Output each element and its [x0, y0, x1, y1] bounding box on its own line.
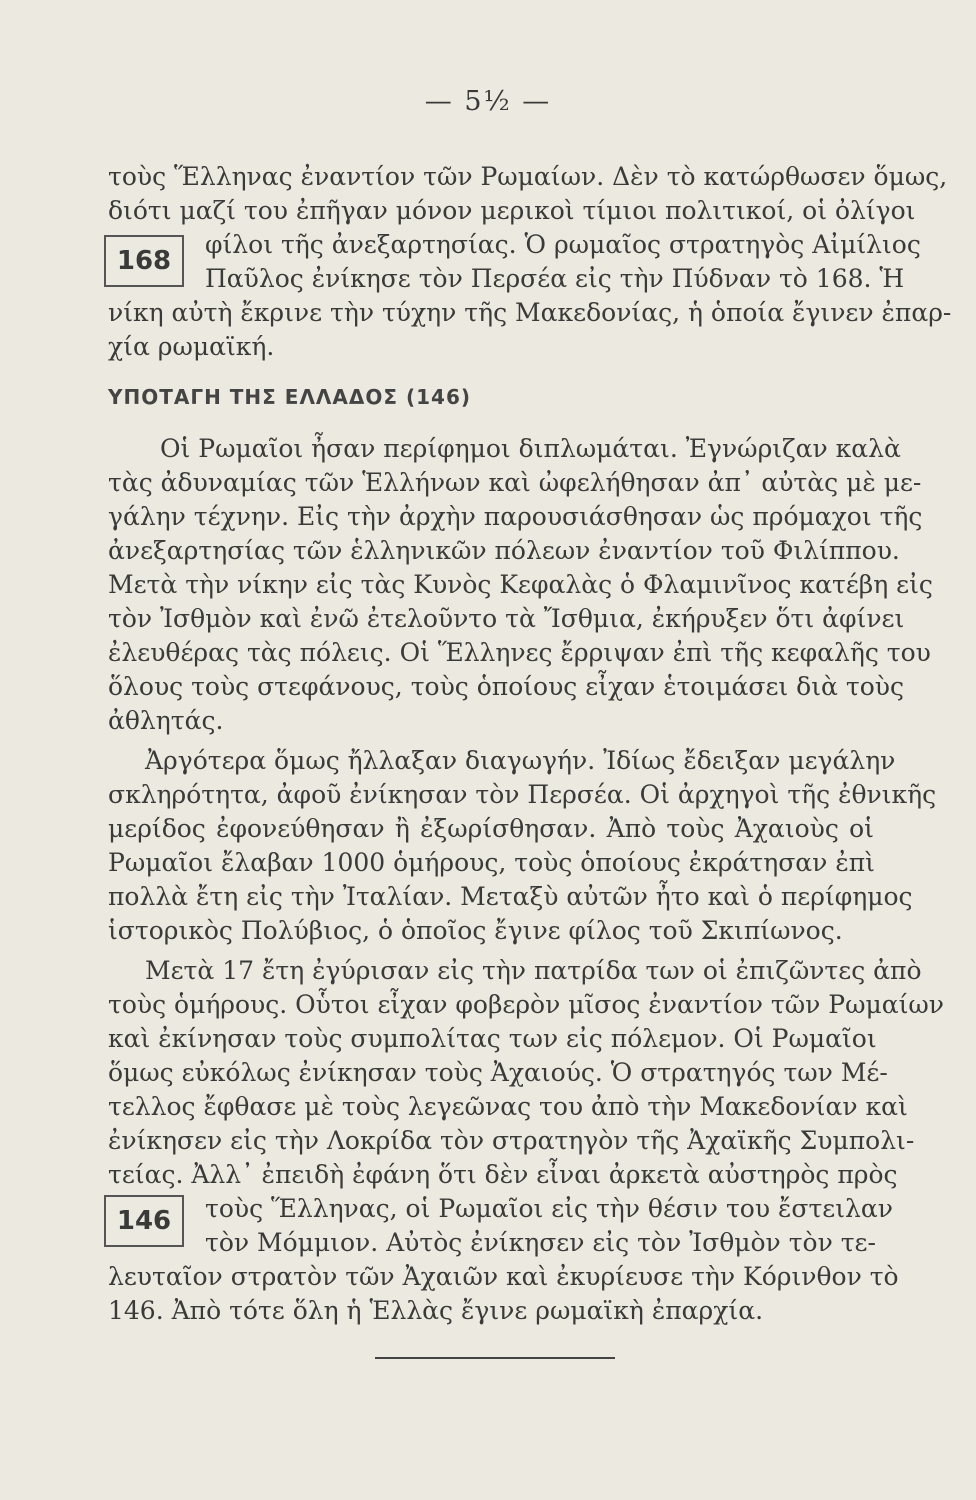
text-line: τὰς ἀδυναμίας τῶν Ἑλλήνων καὶ ὠφελήθησαν ἀπ᾿ αὐτὰς μὲ με-	[108, 468, 922, 497]
text-line: Ἀργότερα ὅμως ἤλλαξαν διαγωγήν. Ἰδίως ἔδειξαν μεγάλην	[145, 746, 896, 775]
text-line: τοὺς Ἕλληνας ἐναντίον τῶν Ρωμαίων. Δὲν τὸ κατώρθωσεν ὅμως,	[108, 162, 948, 191]
text-line: ἀθλητάς.	[108, 706, 224, 735]
text-line: Παῦλος ἐνίκησε τὸν Περσέα εἰς τὴν Πύδναν τὸ 168. Ἡ	[205, 264, 905, 293]
text-line: τελλος ἔφθασε μὲ τοὺς λεγεῶνας του ἀπὸ τὴν Μακεδονίαν καὶ	[108, 1092, 908, 1121]
text-line: τοὺς Ἕλληνας, οἱ Ρωμαῖοι εἰς τὴν θέσιν του ἔστειλαν	[205, 1194, 893, 1223]
text-line: σκληρότητα, ἀφοῦ ἐνίκησαν τὸν Περσέα. Οἱ ἀρχηγοὶ τῆς ἐθνικῆς	[108, 780, 937, 809]
text-line: πολλὰ ἔτη εἰς τὴν Ἰταλίαν. Μεταξὺ αὐτῶν ἦτο καὶ ὁ περίφημος	[108, 882, 913, 911]
text-line: φίλοι τῆς ἀνεξαρτησίας. Ὁ ρωμαῖος στρατηγὸς Αἰμίλιος	[205, 230, 921, 259]
text-line: τὸν Ἰσθμὸν καὶ ἐνῶ ἐτελοῦντο τὰ Ἴσθμια, ἐκήρυξεν ὅτι ἀφίνει	[108, 604, 905, 633]
text-line: ἀνεξαρτησίας τῶν ἑλληνικῶν πόλεων ἐναντίον τοῦ Φιλίππου.	[108, 536, 900, 565]
section-heading: ΥΠΟΤΑΓΗ ΤΗΣ ΕΛΛΑΔΟΣ (146)	[108, 385, 472, 409]
text-line: διότι μαζί του ἐπῆγαν μόνον μερικοὶ τίμιοι πολιτικοί, οἱ ὀλίγοι	[108, 196, 916, 225]
text-line: λευταῖον στρατὸν τῶν Ἀχαιῶν καὶ ἐκυρίευσε τὴν Κόρινθον τὸ	[108, 1262, 899, 1291]
text-line: ἐνίκησεν εἰς τὴν Λοκρίδα τὸν στρατηγὸν τῆς Ἀχαϊκῆς Συμπολι-	[108, 1126, 915, 1155]
text-line: τὸν Μόμμιον. Αὐτὸς ἐνίκησεν εἰς τὸν Ἰσθμὸν τὸν τε-	[205, 1228, 876, 1257]
text-line: νίκη αὐτὴ ἔκρινε τὴν τύχην τῆς Μακεδονίας, ἡ ὁποία ἔγινεν ἐπαρ-	[108, 298, 952, 327]
text-line: καὶ ἐκίνησαν τοὺς συμπολίτας των εἰς πόλεμον. Οἱ Ρωμαῖοι	[108, 1024, 877, 1053]
text-line: χία ρωμαϊκή.	[108, 332, 275, 361]
text-line: Μετὰ 17 ἔτη ἐγύρισαν εἰς τὴν πατρίδα των οἱ ἐπιζῶντες ἀπὸ	[145, 956, 922, 985]
text-line: τείας. Ἀλλ᾿ ἐπειδὴ ἐφάνη ὅτι δὲν εἶναι ἀρκετὰ αὐστηρὸς πρὸς	[108, 1160, 898, 1189]
text-line: Ρωμαῖοι ἔλαβαν 1000 ὁμήρους, τοὺς ὁποίους ἐκράτησαν ἐπὶ	[108, 848, 875, 877]
marginal-note-168: 168	[104, 235, 184, 287]
text-line: ὅλους τοὺς στεφάνους, τοὺς ὁποίους εἶχαν ἑτοιμάσει διὰ τοὺς	[108, 672, 904, 701]
text-line: ὅμως εὐκόλως ἐνίκησαν τοὺς Ἀχαιούς. Ὁ στρατηγός των Μέ-	[108, 1058, 888, 1087]
page-number: — 5½ —	[424, 86, 552, 117]
text-line: ἱστορικὸς Πολύβιος, ὁ ὁποῖος ἔγινε φίλος τοῦ Σκιπίωνος.	[108, 916, 843, 945]
text-line: τοὺς ὁμήρους. Οὗτοι εἶχαν φοβερὸν μῖσος ἐναντίον τῶν Ρωμαίων	[108, 990, 944, 1019]
text-line: γάλην τέχνην. Εἰς τὴν ἀρχὴν παρουσιάσθησαν ὡς πρόμαχοι τῆς	[108, 502, 923, 531]
end-rule	[375, 1357, 615, 1359]
text-line: 146. Ἀπὸ τότε ὅλη ἡ Ἑλλὰς ἔγινε ρωμαϊκὴ ἐπαρχία.	[108, 1296, 764, 1325]
text-line: Μετὰ τὴν νίκην εἰς τὰς Κυνὸς Κεφαλὰς ὁ Φλαμινῖνος κατέβη εἰς	[108, 570, 933, 599]
text-line: Οἱ Ρωμαῖοι ἦσαν περίφημοι διπλωμάται. Ἐγνώριζαν καλὰ	[160, 434, 901, 463]
marginal-note-146: 146	[104, 1195, 184, 1247]
text-line: μερίδος ἐφονεύθησαν ἢ ἐξωρίσθησαν. Ἀπὸ τοὺς Ἀχαιοὺς οἱ	[108, 814, 874, 843]
text-line: ἐλευθέρας τὰς πόλεις. Οἱ Ἕλληνες ἔρριψαν ἐπὶ τῆς κεφαλῆς του	[108, 638, 931, 667]
